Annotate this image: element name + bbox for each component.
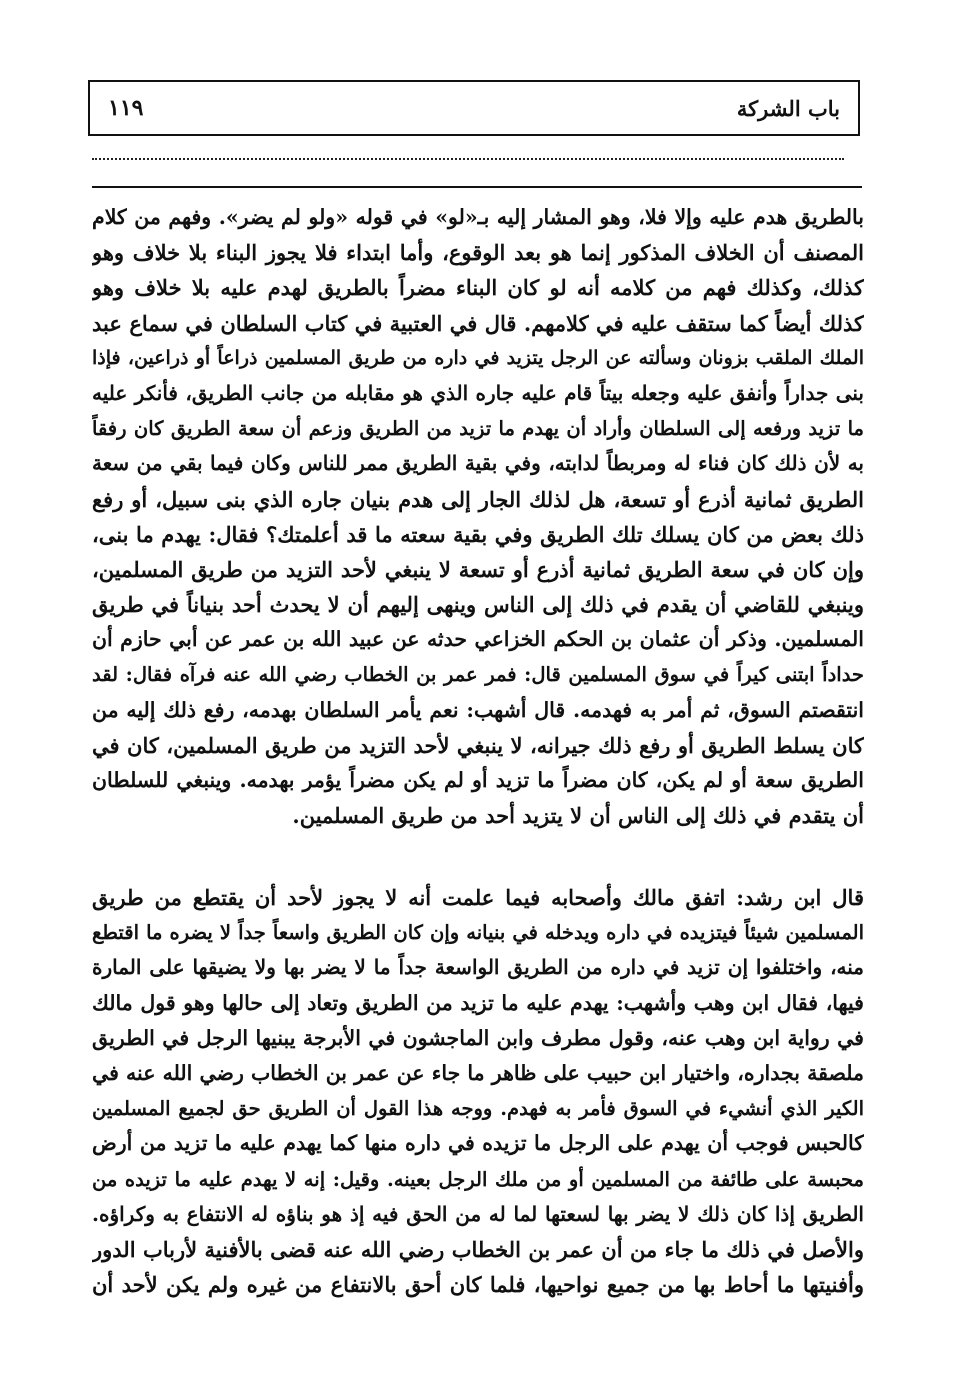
text-line: به لأن ذلك كان فناء له ومربطاً لدابته، وفي بقية الطريق ممر للناس وكان فيما بقي من سعة [92, 451, 864, 476]
text-line: انتقصتم السوق، ثم أمر به فهدمه. قال أشهب: نعم يأمر السلطان بهدمه، رفع ذلك إليه من [92, 697, 864, 722]
text-line: بنى جداراً وأنفق عليه وجعله بيتاً قام عليه جاره الذي هو مقابله من جانب الطريق، فأنكر عليه [92, 380, 864, 405]
text-line: ملصقة بجداره، واختيار ابن حبيب على ظاهر ما جاء عن عمر بن الخطاب رضي الله عنه في [92, 1060, 864, 1085]
text-line: محبسة على طائفة من المسلمين أو من ملك الرجل بعينه. وقيل: إنه لا يهدم عليه ما تزيده من [92, 1167, 864, 1191]
text-line: الطريق سعة أو لم يكن، كان مضراً ما تزيد أو لم يكن مضراً يؤمر بهدمه. وينبغي للسلطان [92, 768, 864, 792]
dotted-divider [92, 158, 844, 160]
text-line: الطريق ثمانية أذرع أو تسعة، هل لذلك الجار إلى هدم بنيان جاره الذي بنى سبيل، أو رفع [92, 486, 864, 512]
text-line: بالطريق هدم عليه وإلا فلا، وهو المشار إليه بـ«لو» في قوله «ولو لم يضر». وفهم من كلام [92, 205, 864, 229]
chapter-title: باب الشركة [736, 95, 840, 121]
text-line: قال ابن رشد: اتفق مالك وأصحابه فيما علمت أنه لا يجوز لأحد أن يقتطع من طريق [92, 885, 864, 910]
text-line: الكير الذي أنشيء في السوق فأمر به فهدم. ووجه هذا القول أن الطريق حق لجميع المسلمين [92, 1097, 864, 1121]
text-line: ذلك بعض من كان يسلك تلك الطريق وفي بقية سعته ما قد أعلمتك؟ فقال: يهدم ما بنى، [92, 521, 864, 547]
text-line: كذلك أيضاً كما ستقف عليه في كلامهم. قال في العتبية في كتاب السلطان في سماع عبد [92, 310, 864, 336]
text-line: وأفنيتها ما أحاط بها من جميع نواحيها، فلما كان أحق بالانتفاع من غيره ولم يكن لأحد أن [92, 1272, 864, 1298]
text-line: كذلك، وكذلك فهم من كلامه أنه لو كان البناء مضراً بالطريق لهدم عليه بلا خلاف وهو [92, 275, 864, 301]
solid-divider [92, 186, 862, 188]
page-header [88, 80, 860, 136]
paragraph-2 [92, 880, 864, 1302]
text-line: أن يتقدم في ذلك إلى الناس أن لا يتزيد أحد من طريق المسلمين. [292, 803, 864, 829]
text-line: والأصل في ذلك ما جاء من أن عمر بن الخطاب رضي الله عنه قضى بالأفنية لأرباب الدور [92, 1236, 864, 1262]
text-line: فيها، فقال ابن وهب وأشهب: يهدم عليه ما تزيد من الطريق وتعاد إلى حالها وهو قول مالك [92, 990, 864, 1015]
text-line: المسلمين. وذكر أن عثمان بن الحكم الخزاعي حدثه عن عبيد الله بن عمر عن أبي حازم أن [92, 627, 864, 652]
text-line: المصنف أن الخلاف المذكور إنما هو بعد الوقوع، وأما ابتداء فلا يجوز البناء بلا خلاف وهو [92, 240, 864, 266]
text-line: ما تزيد ورفعه إلى السلطان وأراد أن يهدم ما تزيد من الطريق وزعم أن سعة الطريق كان رفقاً [92, 417, 864, 441]
paragraph-1 [92, 200, 864, 833]
text-line: وإن كان في سعة الطريق ثمانية أذرع أو تسعة لا ينبغي لأحد التزيد من طريق المسلمين، [92, 556, 864, 582]
text-line: الطريق إذا كان ذلك لا يضر بها لسعتها لما له من الحق فيه إذ هو بناؤه له الانتفاع به وكراؤه. [92, 1201, 864, 1226]
text-line: حداداً ابتنى كيراً في سوق المسلمين قال: فمر عمر بن الخطاب رضي الله عنه فرآه فقال: لقد [92, 663, 864, 687]
text-line: وينبغي للقاضي أن يقدم في ذلك إلى الناس وينهى إليهم أن لا يحدث أحد بنياناً في طريق [92, 592, 864, 618]
text-line: في رواية ابن وهب عنه، وقول مطرف وابن الماجشون في الأبرجة يبنيها الرجل في الطريق [92, 1025, 864, 1050]
text-line: الملك الملقب بزونان وسألته عن الرجل يتزيد في داره من طريق المسلمين ذراعاً أو ذراعين، فإذا [92, 346, 864, 369]
text-line: المسلمين شيئاً فيتزيده في داره ويدخله في بنيانه وإن كان الطريق واسعاً جداً لا يضره ما اقتطع [92, 921, 864, 945]
text-line: منه، واختلفوا إن تزيد في داره من الطريق الواسعة جداً ما لا يضر بها ولا يضيقها على المارة [92, 955, 864, 980]
text-line: كان يسلط الطريق أو رفع ذلك جيرانه، لا ينبغي لأحد التزيد من طريق المسلمين، كان في [92, 732, 864, 758]
text-line: كالحبس فوجب أن يهدم على الرجل ما تزيده في داره منها كما يهدم عليه ما تزيد من أرض [92, 1131, 864, 1156]
page-number: ١١٩ [108, 95, 144, 121]
